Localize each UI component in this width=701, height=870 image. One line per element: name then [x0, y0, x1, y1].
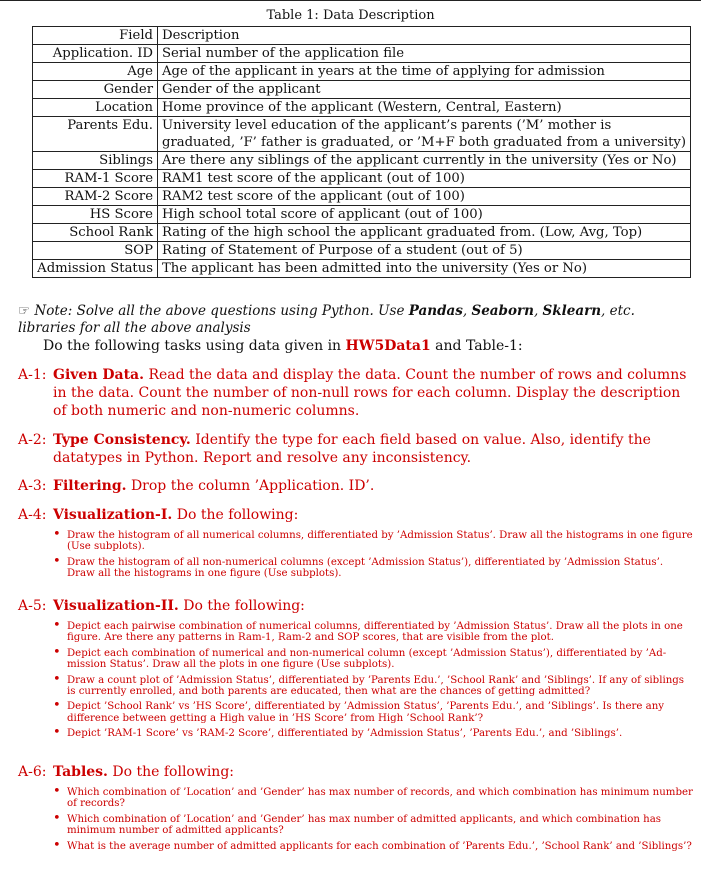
- header-field: Field: [33, 27, 158, 45]
- task-a6-bullets: [53, 787, 694, 852]
- description-cell: High school total score of applicant (out of 100): [158, 206, 691, 224]
- list-item: • Depict each combination of numerical and non-numerical column (except ’Admission Status’), differentiated by ’Ad-mission Status’. Draw all the plots in one figure (Use subplots).: [53, 648, 694, 671]
- field-cell: Gender: [33, 81, 158, 99]
- task-a3: A-3: Filtering. Drop the column ’Application. ID’.: [18, 478, 375, 494]
- table-row: [33, 170, 691, 188]
- description-cell: The applicant has been admitted into the university (Yes or No): [158, 260, 691, 278]
- table-row: [33, 81, 691, 99]
- description-cell: RAM2 test score of the applicant (out of 100): [158, 188, 691, 206]
- list-item: • Draw the histogram of all numerical columns, differentiated by ’Admission Status’. Draw all the histograms in one figure (Use subplots).: [53, 530, 694, 553]
- list-item: • Draw a count plot of ’Admission Status’, differentiated by ’Parents Edu.’, ’School Rank’ and ’Siblings’. If any of siblings is currently enrolled, and both parents are educated, then what are the chances of getting admitted?: [53, 675, 694, 698]
- list-item: • Which combination of ’Location’ and ’Gender’ has max number of records, and which combination has minimum number of records?: [53, 787, 694, 810]
- data-description-table: [32, 26, 691, 278]
- description-cell: Gender of the applicant: [158, 81, 691, 99]
- list-item: • Depict ’RAM-1 Score’ vs ’RAM-2 Score’, differentiated by ’Admission Status’, ’Parents Edu.’, and ’Siblings’.: [53, 728, 694, 739]
- table-row: [33, 224, 691, 242]
- dataset-name: HW5Data1: [345, 338, 431, 354]
- field-cell: Application. ID: [33, 45, 158, 63]
- list-item: • Which combination of ’Location’ and ’Gender’ has max number of admitted applicants, and which combination has minimum number of admitted applicants?: [53, 814, 694, 837]
- description-cell: Home province of the applicant (Western, Central, Eastern): [158, 99, 691, 117]
- table-row: [33, 63, 691, 81]
- description-cell: Age of the applicant in years at the time of applying for admission: [158, 63, 691, 81]
- table-header-row: [33, 27, 691, 45]
- field-cell: School Rank: [33, 224, 158, 242]
- description-cell: Rating of Statement of Purpose of a student (out of 5): [158, 242, 691, 260]
- task-a4: A-4: Visualization-I. Do the following: • Draw the histogram of all numerical columns, differentiated by ’Admission Status’. Draw all the histograms in one figure (Use subplots). • Draw the histogram of all non-numerical columns (except ’Admission Status’), differentiated by ’Admission Status’. Draw all the histograms in one figure (Use subplots).: [18, 506, 694, 584]
- list-item: • Depict ’School Rank’ vs ’HS Score’, differentiated by ’Admission Status’, ’Parents Edu.’, and ’Siblings’. Is there any difference between getting a High value in ’HS Score’ from High ’School Rank’?: [53, 701, 694, 724]
- description-cell: Rating of the high school the applicant graduated from. (Low, Avg, Top): [158, 224, 691, 242]
- field-cell: HS Score: [33, 206, 158, 224]
- table-row: [33, 260, 691, 278]
- list-item: • What is the average number of admitted applicants for each combination of ’Parents Edu.’, ’School Rank’ and ’Siblings’?: [53, 841, 694, 852]
- task-a5-bullets: [53, 621, 694, 740]
- task-a1: A-1: Given Data. Read the data and display the data. Count the number of rows and columns in the data. Count the number of non-null rows for each column. Display the description of both numeric and non-numeric columns.: [18, 367, 687, 419]
- task-a4-bullets: [53, 530, 694, 580]
- description-cell: Are there any siblings of the applicant currently in the university (Yes or No): [158, 152, 691, 170]
- table-caption: Table 1: Data Description: [266, 8, 435, 23]
- top-rule: [0, 0, 701, 1]
- field-cell: RAM-2 Score: [33, 188, 158, 206]
- table-row: [33, 188, 691, 206]
- list-item: • Depict each pairwise combination of numerical columns, differentiated by ’Admission Status’. Draw all the plots in one figure. Are there any patterns in Ram-1, Ram-2 and SOP scores, that are visible from the plot.: [53, 621, 694, 644]
- table-row: [33, 99, 691, 117]
- table-row: [33, 206, 691, 224]
- table-row: [33, 45, 691, 63]
- task-a5: A-5: Visualization-II. Do the following: • Depict each pairwise combination of numerical columns, differentiated by ’Admission Status’. Draw all the plots in one figure. Are there any patterns in Ram-1, Ram-2 and SOP scores, that are visible from the plot. • Depict each combination of numerical and non-numerical column (except ’Admission Status’), differentiated by ’Ad-mission Status’. Draw all the plots in one figure (Use subplots). • Draw a count plot of ’Admission Status’, differentiated by ’Parents Edu.’, ’School Rank’ and ’Siblings’. If any of siblings is currently enrolled, and both parents are educated, then what are the chances of getting admitted? • Depict ’School Rank’ vs ’HS Score’, differentiated by ’Admission Status’, ’Parents Edu.’, and ’Siblings’. Is there any difference between getting a High value in ’HS Score’ from High ’School Rank’? • Depict ’RAM-1 Score’ vs ’RAM-2 Score’, differentiated by ’Admission Status’, ’Parents Edu.’, and ’Siblings’.: [18, 597, 694, 744]
- description-cell: University level education of the applicant’s parents (’M’ mother is graduated, ’F’ father is graduated, or ’M+F both graduated from a university): [158, 117, 691, 152]
- table-row: [33, 117, 691, 152]
- list-item: • Draw the histogram of all non-numerical columns (except ’Admission Status’), differentiated by ’Admission Status’. Draw all the histograms in one figure (Use subplots).: [53, 557, 694, 580]
- field-cell: Parents Edu.: [33, 117, 158, 152]
- field-cell: Location: [33, 99, 158, 117]
- note: ☞ Note: Solve all the above questions using Python. Use Pandas, Seaborn, Sklearn, etc. libraries for all the above analysis: [18, 303, 635, 336]
- description-cell: Serial number of the application file: [158, 45, 691, 63]
- field-cell: Age: [33, 63, 158, 81]
- description-cell: RAM1 test score of the applicant (out of 100): [158, 170, 691, 188]
- field-cell: Siblings: [33, 152, 158, 170]
- intro-text: Do the following tasks using data given in HW5Data1 and Table-1:: [43, 338, 523, 354]
- task-a6: A-6: Tables. Do the following: • Which combination of ’Location’ and ’Gender’ has max number of records, and which combination has minimum number of records? • Which combination of ’Location’ and ’Gender’ has max number of admitted applicants, and which combination has minimum number of admitted applicants? • What is the average number of admitted applicants for each combination of ’Parents Edu.’, ’School Rank’ and ’Siblings’?: [18, 763, 694, 856]
- header-description: Description: [158, 27, 691, 45]
- pointing-hand-icon: ☞: [18, 303, 31, 319]
- table-row: [33, 242, 691, 260]
- field-cell: Admission Status: [33, 260, 158, 278]
- table-row: [33, 152, 691, 170]
- field-cell: SOP: [33, 242, 158, 260]
- task-a2: A-2: Type Consistency. Identify the type for each field based on value. Also, identify the datatypes in Python. Report and resolve any inconsistency.: [18, 432, 651, 466]
- field-cell: RAM-1 Score: [33, 170, 158, 188]
